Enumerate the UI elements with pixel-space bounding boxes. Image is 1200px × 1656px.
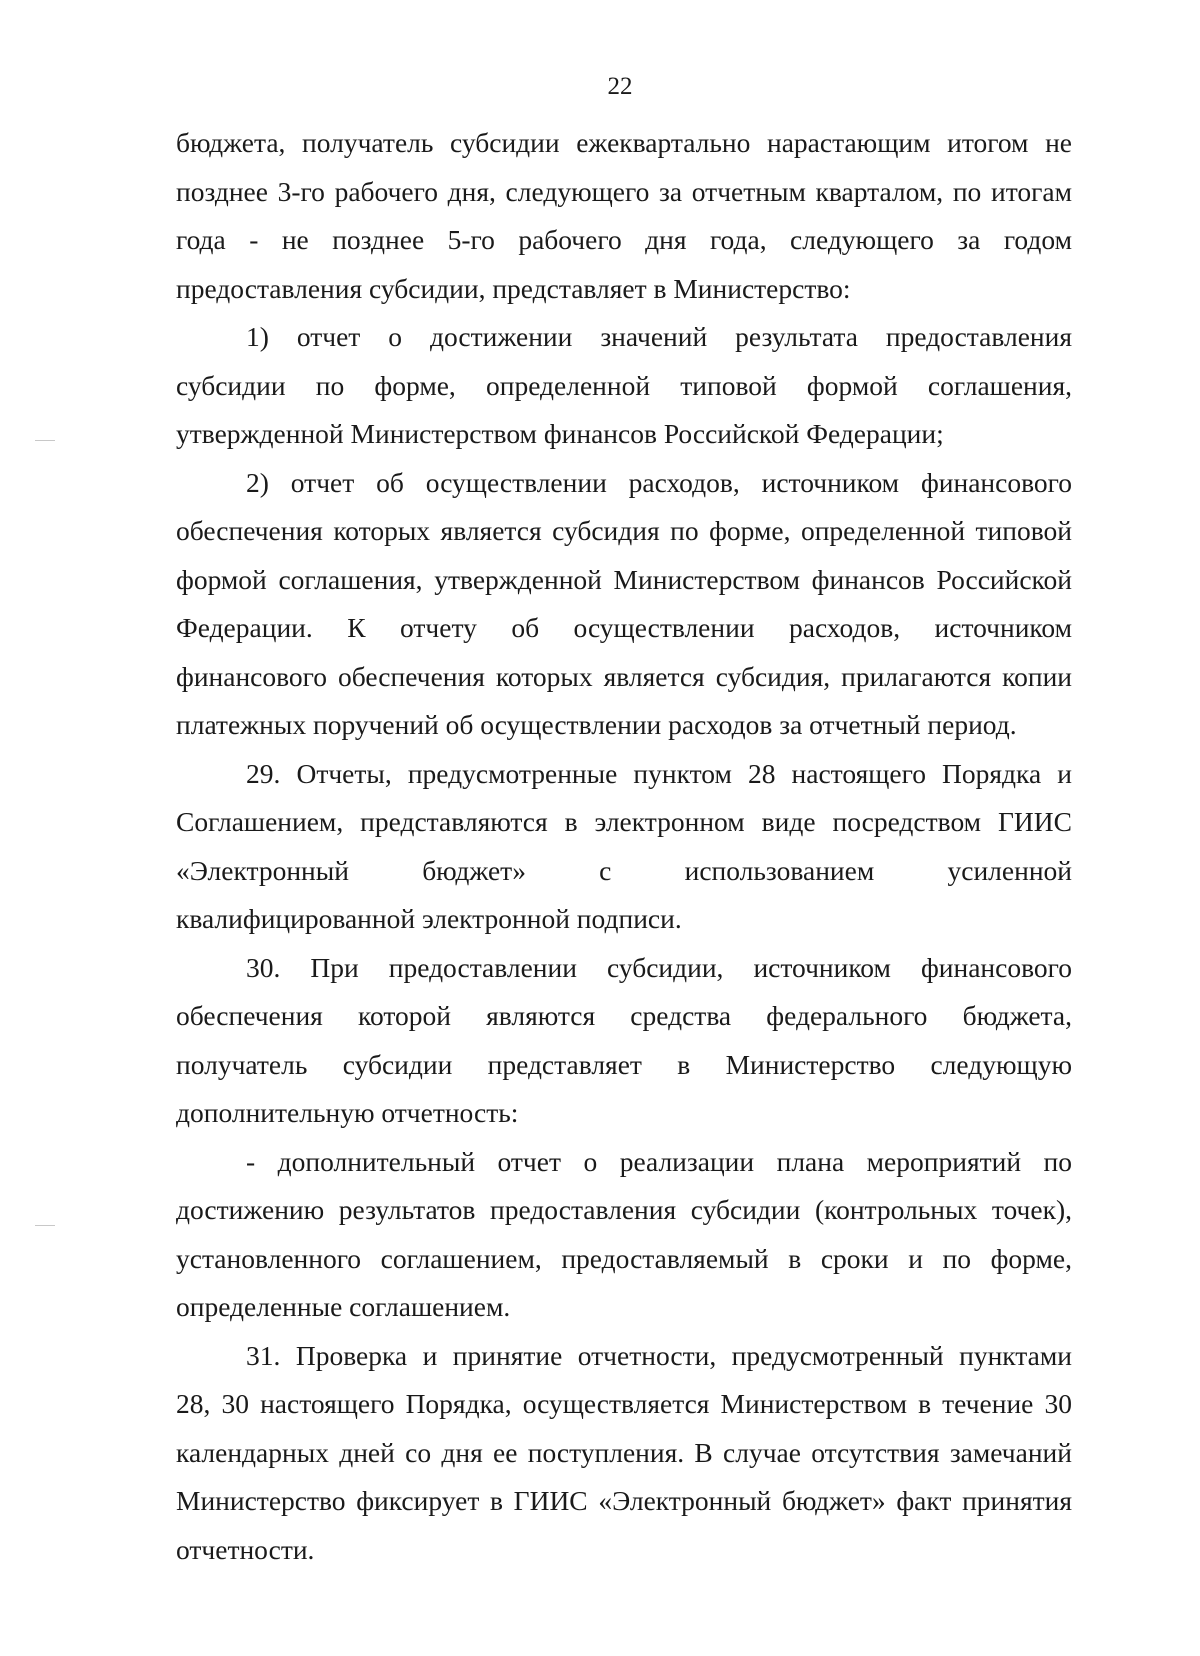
text-line: платежных поручений об осуществлении расходов за отчетный период. [176, 709, 1017, 740]
text-line: достижению результатов предоставления субсидии (контрольных точек), [176, 1194, 1072, 1225]
text-line: 31. Проверка и принятие отчетности, предусмотренный пунктами [246, 1339, 1072, 1371]
text-line: Федерации. К отчету об осуществлении расходов, источником [176, 612, 1072, 643]
text-line: 29. Отчеты, предусмотренные пунктом 28 настоящего Порядка и [246, 757, 1072, 789]
text-line: установленного соглашением, предоставляемый в сроки и по форме, [176, 1242, 1072, 1274]
text-line: календарных дней со дня ее поступления. В случае отсутствия замечаний [176, 1436, 1072, 1468]
text-line: года - не позднее 5-го рабочего дня года, следующего за годом [176, 224, 1072, 255]
text-line: утвержденной Министерством финансов Российской Федерации; [176, 418, 944, 449]
text-line: обеспечения которой являются средства федерального бюджета, [176, 1000, 1072, 1031]
text-line: Министерство фиксирует в ГИИС «Электронный бюджет» факт принятия [176, 1485, 1072, 1516]
text-line: получатель субсидии представляет в Министерство следующую [176, 1048, 1072, 1080]
text-line: формой соглашения, утвержденной Министерством финансов Российской [176, 563, 1072, 595]
text-line: предоставления субсидии, представляет в Министерство: [176, 272, 851, 304]
text-line: отчетности. [176, 1533, 315, 1565]
text-line: Соглашением, представляются в электронном виде посредством ГИИС [176, 806, 1072, 837]
text-line: «Электронный бюджет» с использованием усиленной [176, 854, 1072, 886]
text-line: - дополнительный отчет о реализации плана мероприятий по [246, 1145, 1072, 1177]
text-line: бюджета, получатель субсидии ежеквартально нарастающим итогом не [176, 127, 1072, 158]
text-line: субсидии по форме, определенной типовой формой соглашения, [176, 369, 1072, 401]
scan-margin-mark [35, 440, 55, 441]
text-line: 30. При предоставлении субсидии, источником финансового [246, 951, 1072, 983]
text-line: квалифицированной электронной подписи. [176, 903, 682, 934]
text-line: позднее 3-го рабочего дня, следующего за отчетным кварталом, по итогам [176, 175, 1072, 207]
page-number: 22 [607, 73, 633, 100]
scan-margin-mark [35, 1225, 55, 1226]
text-line: 2) отчет об осуществлении расходов, источником финансового [246, 466, 1072, 498]
text-line: дополнительную отчетность: [176, 1097, 519, 1128]
text-line: 28, 30 настоящего Порядка, осуществляется Министерством в течение 30 [176, 1388, 1072, 1419]
text-line: определенные соглашением. [176, 1291, 511, 1322]
text-line: финансового обеспечения которых является субсидия, прилагаются копии [176, 660, 1072, 692]
document-body [176, 119, 1072, 1574]
text-line: обеспечения которых является субсидия по форме, определенной типовой [176, 515, 1072, 546]
text-line: 1) отчет о достижении значений результата предоставления [246, 321, 1072, 352]
